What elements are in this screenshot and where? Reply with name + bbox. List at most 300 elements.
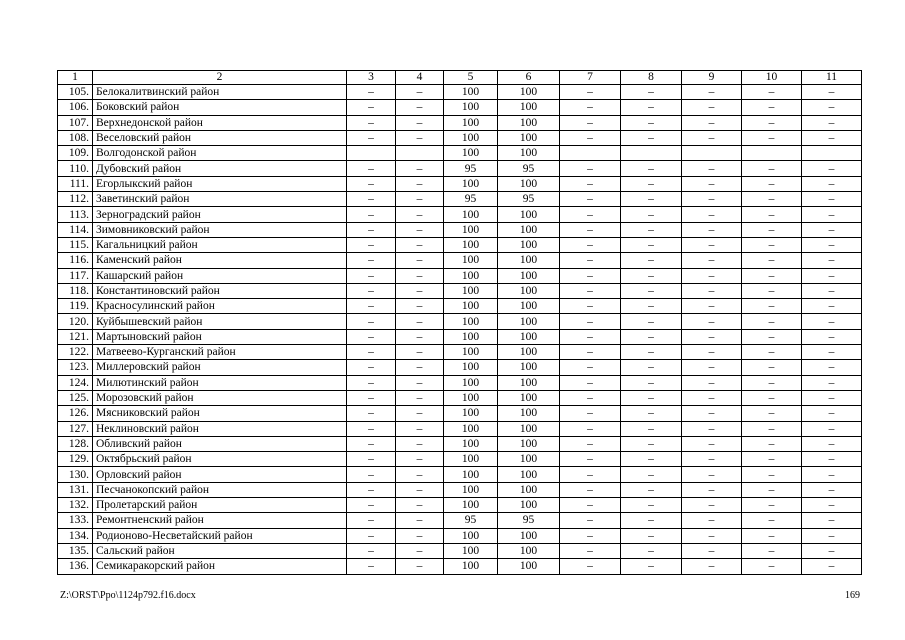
table-cell: 100 (444, 299, 498, 314)
table-cell: – (742, 543, 802, 558)
column-header: 6 (498, 71, 560, 85)
table-cell: – (682, 390, 742, 405)
table-cell: – (396, 192, 444, 207)
table-cell: – (742, 100, 802, 115)
table-cell: 100 (444, 375, 498, 390)
table-cell: – (560, 498, 621, 513)
table-cell: – (682, 176, 742, 191)
table-cell: – (347, 237, 396, 252)
table-cell: 100 (444, 436, 498, 451)
column-header: 11 (802, 71, 862, 85)
table-cell: 100 (444, 452, 498, 467)
column-header: 10 (742, 71, 802, 85)
table-cell: – (742, 192, 802, 207)
table-cell: – (802, 222, 862, 237)
table-cell: – (347, 207, 396, 222)
table-cell: – (396, 345, 444, 360)
row-number: 112. (58, 192, 93, 207)
table-cell: – (802, 268, 862, 283)
row-number: 127. (58, 421, 93, 436)
table-cell: – (682, 528, 742, 543)
table-cell: – (802, 406, 862, 421)
table-cell: – (802, 115, 862, 130)
table-cell: – (621, 130, 682, 145)
row-number: 113. (58, 207, 93, 222)
table-row (58, 253, 862, 268)
table-cell: – (396, 268, 444, 283)
table-cell: – (621, 467, 682, 482)
row-number: 114. (58, 222, 93, 237)
table-cell (621, 146, 682, 161)
table-row (58, 360, 862, 375)
table-row (58, 314, 862, 329)
table-cell: – (682, 283, 742, 298)
row-number: 110. (58, 161, 93, 176)
district-name: Константиновский район (93, 283, 347, 298)
table-cell: – (396, 360, 444, 375)
table-cell: – (396, 115, 444, 130)
row-number: 124. (58, 375, 93, 390)
district-name: Куйбышевский район (93, 314, 347, 329)
table-cell: – (682, 161, 742, 176)
page-number: 169 (845, 590, 860, 601)
row-number: 106. (58, 100, 93, 115)
table-cell: – (347, 543, 396, 558)
table-cell: – (560, 360, 621, 375)
table-cell: – (802, 100, 862, 115)
table-row (58, 283, 862, 298)
table-cell: – (802, 192, 862, 207)
table-cell: – (682, 543, 742, 558)
table-cell: – (396, 222, 444, 237)
table-cell: – (560, 100, 621, 115)
table-cell: 100 (498, 130, 560, 145)
table-cell: – (742, 207, 802, 222)
table-cell: – (621, 498, 682, 513)
table-cell: – (396, 207, 444, 222)
district-name: Волгодонской район (93, 146, 347, 161)
district-name: Морозовский район (93, 390, 347, 405)
table-cell: – (802, 130, 862, 145)
row-number: 118. (58, 283, 93, 298)
district-name: Зерноградский район (93, 207, 347, 222)
table-row (58, 513, 862, 528)
table-row (58, 406, 862, 421)
table-cell: – (742, 161, 802, 176)
table-cell: – (560, 482, 621, 497)
table-cell: – (396, 85, 444, 100)
district-name: Кашарский район (93, 268, 347, 283)
district-name: Белокалитвинский район (93, 85, 347, 100)
table-cell: 95 (444, 513, 498, 528)
table-cell: – (347, 100, 396, 115)
table-cell: – (682, 130, 742, 145)
row-number: 117. (58, 268, 93, 283)
table-cell: – (347, 498, 396, 513)
table-cell: – (347, 559, 396, 574)
table-cell: – (396, 130, 444, 145)
table-cell: – (621, 283, 682, 298)
table-cell: – (742, 375, 802, 390)
row-number: 123. (58, 360, 93, 375)
row-number: 108. (58, 130, 93, 145)
table-cell: – (621, 314, 682, 329)
table-row (58, 528, 862, 543)
column-header: 5 (444, 71, 498, 85)
table-cell: 100 (444, 314, 498, 329)
table-cell: – (621, 207, 682, 222)
row-number: 115. (58, 237, 93, 252)
table-cell: – (560, 390, 621, 405)
column-header: 4 (396, 71, 444, 85)
table-cell: – (802, 299, 862, 314)
table-cell: – (621, 482, 682, 497)
table-cell: – (742, 360, 802, 375)
table-cell: – (347, 192, 396, 207)
table-cell: – (560, 375, 621, 390)
table-cell (560, 146, 621, 161)
row-number: 122. (58, 345, 93, 360)
table-cell: – (396, 513, 444, 528)
table-cell: – (396, 161, 444, 176)
table-cell: – (802, 253, 862, 268)
table-cell: – (802, 482, 862, 497)
table-cell: – (742, 253, 802, 268)
column-header: 2 (93, 71, 347, 85)
table-cell: 95 (444, 192, 498, 207)
table-cell: – (742, 406, 802, 421)
district-name: Родионово-Несветайский район (93, 528, 347, 543)
table-row (58, 482, 862, 497)
column-header: 7 (560, 71, 621, 85)
table-cell: – (682, 207, 742, 222)
table-cell: – (802, 329, 862, 344)
table-cell: 95 (498, 513, 560, 528)
table-cell: – (682, 482, 742, 497)
table-cell: 100 (444, 207, 498, 222)
table-row (58, 222, 862, 237)
table-cell: – (682, 115, 742, 130)
table-cell: 100 (498, 237, 560, 252)
table-cell: – (682, 498, 742, 513)
table-cell: – (560, 406, 621, 421)
table-row (58, 421, 862, 436)
table-cell: 100 (498, 176, 560, 191)
table-cell: – (621, 452, 682, 467)
table-row (58, 467, 862, 482)
table-cell: – (802, 207, 862, 222)
table-cell: 100 (498, 360, 560, 375)
table-cell: – (621, 390, 682, 405)
table-cell: – (560, 115, 621, 130)
table-cell: 100 (498, 375, 560, 390)
table-cell: 100 (444, 345, 498, 360)
column-header: 1 (58, 71, 93, 85)
table-cell: – (742, 345, 802, 360)
table-cell: – (682, 559, 742, 574)
table-cell: 100 (498, 543, 560, 558)
table-cell: – (347, 115, 396, 130)
table-cell: – (742, 85, 802, 100)
row-number: 116. (58, 253, 93, 268)
table-cell: 100 (498, 436, 560, 451)
table-cell: – (347, 130, 396, 145)
table-cell: – (347, 161, 396, 176)
table-cell: 100 (498, 528, 560, 543)
table-row (58, 161, 862, 176)
table-cell: – (742, 452, 802, 467)
table-cell: – (621, 100, 682, 115)
table-cell: 100 (444, 283, 498, 298)
row-number: 109. (58, 146, 93, 161)
table-cell: – (682, 467, 742, 482)
row-number: 111. (58, 176, 93, 191)
table-cell: – (742, 329, 802, 344)
table-cell: 100 (498, 345, 560, 360)
district-name: Семикаракорский район (93, 559, 347, 574)
district-name: Песчанокопский район (93, 482, 347, 497)
table-cell: 100 (498, 146, 560, 161)
table-cell (742, 146, 802, 161)
table-cell: – (560, 513, 621, 528)
table-cell: 95 (498, 161, 560, 176)
table-cell: – (396, 406, 444, 421)
table-cell: – (560, 329, 621, 344)
table-cell: – (742, 513, 802, 528)
table-cell: 100 (444, 176, 498, 191)
table-row (58, 559, 862, 574)
table-cell: – (347, 329, 396, 344)
table-cell: – (621, 329, 682, 344)
table-row (58, 176, 862, 191)
row-number: 128. (58, 436, 93, 451)
table-cell: 100 (498, 222, 560, 237)
table-cell: – (802, 237, 862, 252)
table-cell: – (682, 421, 742, 436)
district-name: Мясниковский район (93, 406, 347, 421)
table-cell: 100 (444, 268, 498, 283)
table-cell: – (560, 207, 621, 222)
table-cell (396, 146, 444, 161)
table-cell: – (682, 436, 742, 451)
table-cell: – (396, 421, 444, 436)
data-table (57, 70, 862, 575)
district-name: Каменский район (93, 253, 347, 268)
table-row (58, 436, 862, 451)
table-cell: 100 (444, 559, 498, 574)
table-cell: 100 (498, 390, 560, 405)
table-cell: – (396, 436, 444, 451)
table-cell: – (621, 375, 682, 390)
table-cell: 100 (444, 390, 498, 405)
table-row (58, 299, 862, 314)
table-cell: – (802, 421, 862, 436)
table-cell: – (742, 559, 802, 574)
table-row (58, 130, 862, 145)
table-cell: – (802, 543, 862, 558)
table-cell: 100 (498, 299, 560, 314)
table-cell: – (621, 268, 682, 283)
table-cell: – (682, 513, 742, 528)
district-name: Верхнедонской район (93, 115, 347, 130)
table-cell: 100 (444, 100, 498, 115)
district-name: Боковский район (93, 100, 347, 115)
row-number: 130. (58, 467, 93, 482)
table-cell: – (621, 360, 682, 375)
row-number: 129. (58, 452, 93, 467)
table-cell: 100 (498, 268, 560, 283)
table-cell: – (742, 482, 802, 497)
table-cell: – (347, 390, 396, 405)
table-cell: – (742, 528, 802, 543)
table-row (58, 207, 862, 222)
table-cell: – (347, 482, 396, 497)
table-row (58, 498, 862, 513)
table-row (58, 115, 862, 130)
table-cell: – (347, 375, 396, 390)
column-header: 8 (621, 71, 682, 85)
table-cell: – (621, 559, 682, 574)
table-cell: – (621, 528, 682, 543)
table-cell: – (347, 406, 396, 421)
table-cell: – (621, 176, 682, 191)
table-cell: – (802, 161, 862, 176)
table-cell: – (396, 543, 444, 558)
row-number: 136. (58, 559, 93, 574)
district-name: Красносулинский район (93, 299, 347, 314)
table-cell: 100 (498, 406, 560, 421)
table-cell: – (802, 498, 862, 513)
table-cell: – (621, 299, 682, 314)
district-name: Веселовский район (93, 130, 347, 145)
table-cell: – (802, 360, 862, 375)
table-cell: 100 (498, 329, 560, 344)
table-cell: – (560, 283, 621, 298)
table-cell: 100 (444, 329, 498, 344)
district-name: Неклиновский район (93, 421, 347, 436)
district-name: Зимовниковский район (93, 222, 347, 237)
table-cell: – (682, 253, 742, 268)
footer-file-path: Z:\ORST\Ppo\1124p792.f16.docx (60, 590, 196, 601)
table-cell: 100 (444, 360, 498, 375)
table-row (58, 329, 862, 344)
table-cell: 100 (444, 85, 498, 100)
table-cell: 100 (444, 498, 498, 513)
table-cell: 100 (444, 130, 498, 145)
table-cell: – (742, 467, 802, 482)
table-cell: – (560, 314, 621, 329)
table-cell: 100 (444, 146, 498, 161)
table-cell: – (347, 360, 396, 375)
table-cell: – (396, 100, 444, 115)
table-cell: 100 (444, 421, 498, 436)
table-cell: – (742, 436, 802, 451)
table-cell: – (396, 237, 444, 252)
table-cell: – (621, 421, 682, 436)
table-cell (347, 146, 396, 161)
table-cell: 100 (498, 498, 560, 513)
table-cell: – (560, 467, 621, 482)
table-cell: – (347, 222, 396, 237)
table-cell: – (621, 115, 682, 130)
table-cell: – (396, 314, 444, 329)
table-cell: – (560, 345, 621, 360)
table-cell: – (560, 176, 621, 191)
table-cell: – (682, 237, 742, 252)
table-cell: – (742, 222, 802, 237)
table-cell: – (802, 176, 862, 191)
table-cell: – (347, 253, 396, 268)
table-cell: – (802, 559, 862, 574)
table-cell: – (742, 498, 802, 513)
table-cell: – (347, 421, 396, 436)
table-cell: – (682, 360, 742, 375)
table-header-row (58, 71, 862, 85)
table-cell: 100 (444, 115, 498, 130)
table-cell: – (621, 222, 682, 237)
table-cell: – (682, 345, 742, 360)
table-row (58, 390, 862, 405)
district-name: Сальский район (93, 543, 347, 558)
table-cell: – (682, 85, 742, 100)
table-cell: – (347, 176, 396, 191)
table-row (58, 268, 862, 283)
table-cell: – (682, 222, 742, 237)
table-cell: – (742, 130, 802, 145)
table-cell: – (396, 299, 444, 314)
district-name: Дубовский район (93, 161, 347, 176)
table-cell: – (682, 268, 742, 283)
table-cell: 100 (498, 559, 560, 574)
table-cell: – (347, 345, 396, 360)
table-cell: – (682, 406, 742, 421)
table-cell: – (742, 283, 802, 298)
row-number: 107. (58, 115, 93, 130)
table-cell (802, 146, 862, 161)
table-cell: – (560, 85, 621, 100)
table-cell: – (396, 482, 444, 497)
table-cell: – (621, 513, 682, 528)
table-cell: – (682, 314, 742, 329)
table-cell: 100 (444, 237, 498, 252)
table-cell: 100 (444, 467, 498, 482)
table-cell: – (560, 421, 621, 436)
table-cell: – (802, 528, 862, 543)
table-cell: – (396, 498, 444, 513)
table-cell: – (396, 283, 444, 298)
table-cell: – (682, 375, 742, 390)
table-cell: 100 (498, 100, 560, 115)
table-cell: 100 (444, 253, 498, 268)
table-cell: 100 (498, 482, 560, 497)
table-cell: – (396, 253, 444, 268)
table-cell: – (802, 85, 862, 100)
table-row (58, 452, 862, 467)
table-cell: – (560, 253, 621, 268)
district-name: Милютинский район (93, 375, 347, 390)
table-cell: – (802, 452, 862, 467)
table-cell: – (347, 528, 396, 543)
table-cell: – (802, 390, 862, 405)
table-row (58, 543, 862, 558)
table-cell: 100 (444, 543, 498, 558)
row-number: 125. (58, 390, 93, 405)
district-name: Обливский район (93, 436, 347, 451)
table-cell: – (347, 513, 396, 528)
table-cell: 100 (498, 253, 560, 268)
table-cell: – (560, 436, 621, 451)
table-cell: – (682, 452, 742, 467)
